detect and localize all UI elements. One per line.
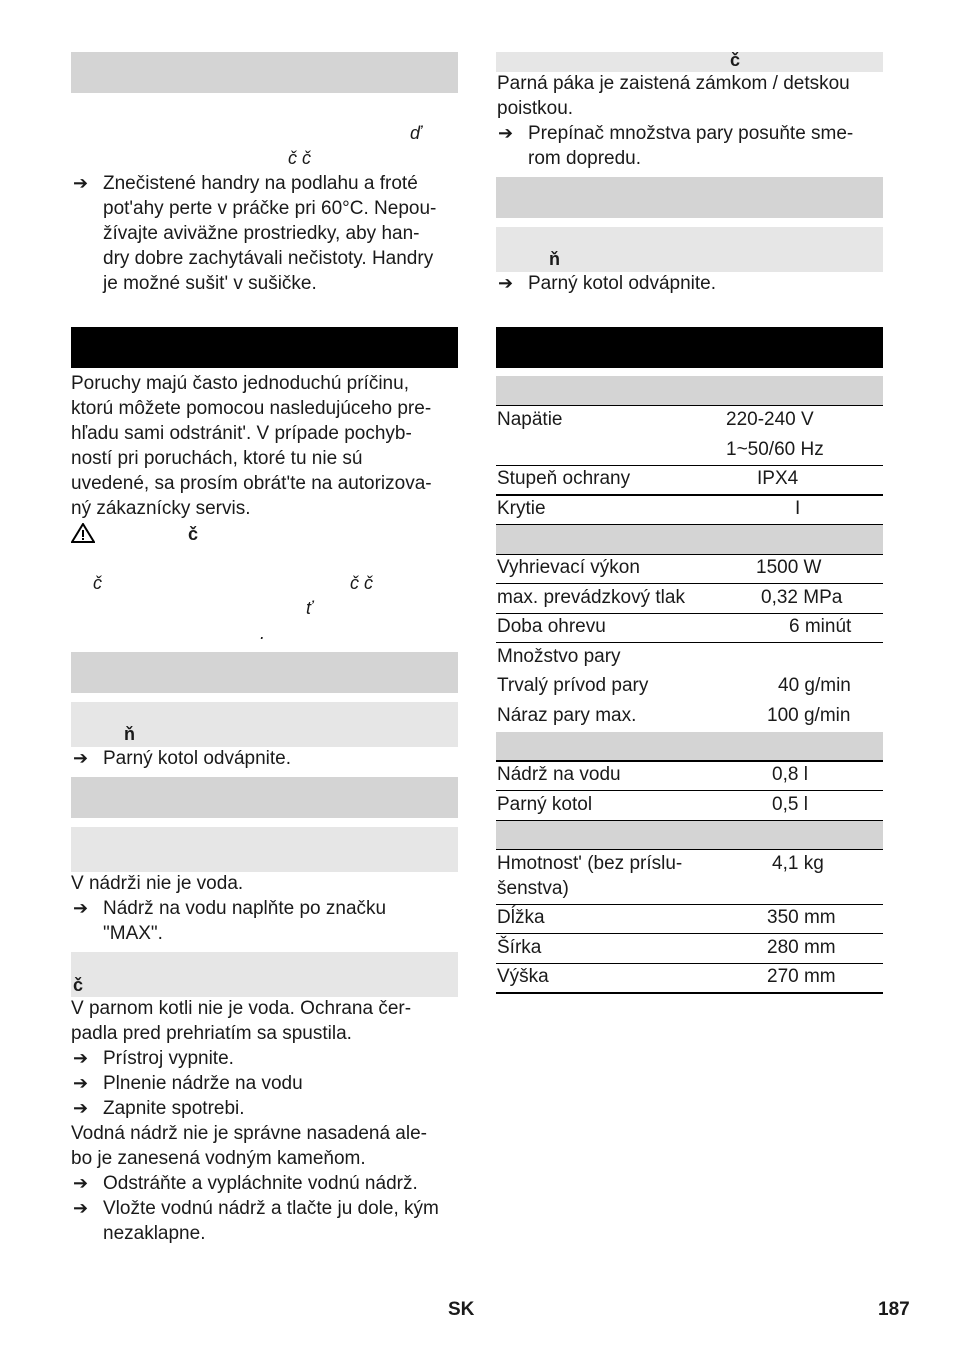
cause-text: V parnom kotli nie je voda. Ochrana čer-: [71, 998, 412, 1019]
spec-label: Vyhrievací výkon: [497, 557, 640, 578]
list-item-line: pot'ahy perte v práčke pri 60°C. Nepou-: [103, 198, 437, 219]
table-rule: [496, 790, 883, 791]
spec-label: Výška: [497, 966, 549, 987]
cause-text: Vodná nádrž nie je správne nasadená ale-: [71, 1123, 427, 1144]
spec-value: 100 g/min: [767, 705, 851, 726]
spec-value: 0,8 l: [772, 764, 808, 785]
text-fragment: ň: [549, 249, 560, 269]
list-item-line: rom dopredu.: [528, 148, 642, 169]
page-number: 187: [878, 1299, 910, 1320]
arrow-icon: [73, 896, 88, 921]
spec-value: 1~50/60 Hz: [726, 439, 824, 460]
list-item-line: Nádrž na vodu naplňte po značku: [103, 898, 387, 919]
table-rule: [496, 494, 883, 496]
list-item-line: žívajte aviväžne prostriedky, aby han-: [103, 223, 420, 244]
text-fragment: č č: [288, 148, 312, 168]
list-item-line: Zapnite spotrebi.: [103, 1098, 245, 1119]
intro-line: Poruchy majú často jednoduchú príčinu,: [71, 373, 409, 394]
table-rule: [496, 933, 883, 934]
list-item-line: Vložte vodnú nádrž a tlačte ju dole, kým: [103, 1198, 439, 1219]
arrow-icon: [73, 746, 88, 771]
warning-icon: [71, 523, 95, 543]
spec-label: Náraz pary max.: [497, 705, 637, 726]
table-group-header: [496, 821, 883, 849]
arrow-icon: [498, 271, 513, 296]
list-item-line: "MAX".: [103, 923, 163, 944]
spec-value: 350 mm: [767, 907, 836, 928]
spec-value: 6 minút: [789, 616, 852, 637]
arrow-icon: [498, 121, 513, 146]
subsection-header-bar: [71, 827, 458, 872]
cause-text: poistkou.: [497, 98, 574, 119]
spec-value: 1500 W: [756, 557, 822, 578]
list-item-line: Plnenie nádrže na vodu: [103, 1073, 303, 1094]
cause-text: Parná páka je zaistená zámkom / detskou: [497, 73, 850, 94]
list-item-line: Odstráňte a vypláchnite vodnú nádrž.: [103, 1173, 418, 1194]
section-header-bar: [496, 177, 883, 218]
spec-label: Napätie: [497, 409, 563, 430]
text-fragment: ď: [410, 123, 422, 143]
intro-line: hľadu sami odstránit'. V prípade pochyb-: [71, 423, 412, 444]
list-item-line: Znečistené handry na podlahu a froté: [103, 173, 418, 194]
intro-line: uvedené, sa prosím obrát'te na autorizova-: [71, 473, 432, 494]
arrow-icon: [73, 171, 88, 196]
spec-label: Dĺžka: [497, 907, 545, 928]
text-fragment: .: [260, 623, 266, 643]
spec-label: max. prevádzkový tlak: [497, 587, 685, 608]
spec-label: Krytie: [497, 498, 546, 519]
list-item-line: Prístroj vypnite.: [103, 1048, 234, 1069]
text-fragment: č: [93, 573, 102, 593]
table-rule: [496, 642, 883, 643]
cause-text: padla pred prehriatím sa spustila.: [71, 1023, 352, 1044]
spec-label: Stupeň ochrany: [497, 468, 631, 489]
intro-line: ný zákaznícky servis.: [71, 498, 251, 519]
arrow-icon: [73, 1096, 88, 1121]
arrow-icon: [73, 1171, 88, 1196]
spec-label: Šírka: [497, 937, 542, 958]
spec-label: Trvalý prívod pary: [497, 675, 649, 696]
text-fragment: č: [730, 50, 741, 70]
arrow-icon: [73, 1196, 88, 1221]
text-fragment: č č: [350, 573, 374, 593]
table-rule: [496, 849, 883, 850]
spec-value: I: [795, 498, 801, 519]
spec-value: 0,32 MPa: [761, 587, 843, 608]
subsection-header-bar: [496, 52, 883, 72]
list-item-line: Prepínač množstva pary posuňte sme-: [528, 123, 854, 144]
spec-value: IPX4: [757, 468, 799, 489]
spec-label: Množstvo pary: [497, 646, 621, 667]
table-rule: [496, 992, 883, 994]
chapter-header-bar: [71, 327, 458, 368]
subsection-header-bar: [71, 952, 458, 997]
spec-label: šenstva): [497, 878, 569, 899]
spec-label: Parný kotol: [497, 794, 593, 815]
spec-value: 0,5 l: [772, 794, 808, 815]
list-item-line: dry dobre zachytávali nečistoty. Handry: [103, 248, 434, 269]
footer-language: SK: [448, 1299, 475, 1320]
cause-text: V nádrži nie je voda.: [71, 873, 244, 894]
spec-value: 4,1 kg: [772, 853, 824, 874]
section-header-bar: [71, 52, 458, 93]
spec-label: Nádrž na vodu: [497, 764, 621, 785]
arrow-icon: [73, 1046, 88, 1071]
list-item-line: Parný kotol odvápnite.: [528, 273, 717, 294]
spec-value: 280 mm: [767, 937, 836, 958]
table-group-header: [496, 732, 883, 761]
cause-text: bo je zanesená vodným kameňom.: [71, 1148, 366, 1169]
intro-line: ností pri poruchách, ktoré tu nie sú: [71, 448, 363, 469]
text-fragment: č: [73, 975, 84, 995]
chapter-header-bar: [496, 327, 883, 368]
list-item-line: Parný kotol odvápnite.: [103, 748, 292, 769]
section-header-bar: [71, 777, 458, 818]
table-rule: [496, 583, 883, 584]
spec-label: Hmotnost' (bez príslu-: [497, 853, 683, 874]
intro-line: ktorú môžete pomocou nasledujúceho pre-: [71, 398, 432, 419]
spec-label: Doba ohrevu: [497, 616, 606, 637]
table-group-header: [496, 376, 883, 405]
text-fragment: ť: [306, 598, 313, 618]
spec-value: 220-240 V: [726, 409, 814, 430]
text-fragment: č: [188, 524, 199, 544]
table-group-header: [496, 525, 883, 554]
table-rule: [496, 405, 883, 406]
section-header-bar: [71, 652, 458, 693]
spec-value: 270 mm: [767, 966, 836, 987]
arrow-icon: [73, 1071, 88, 1096]
list-item-line: nezaklapne.: [103, 1223, 206, 1244]
list-item-line: je možné sušit' v sušičke.: [103, 273, 317, 294]
spec-value: 40 g/min: [778, 675, 851, 696]
text-fragment: ň: [124, 724, 135, 744]
